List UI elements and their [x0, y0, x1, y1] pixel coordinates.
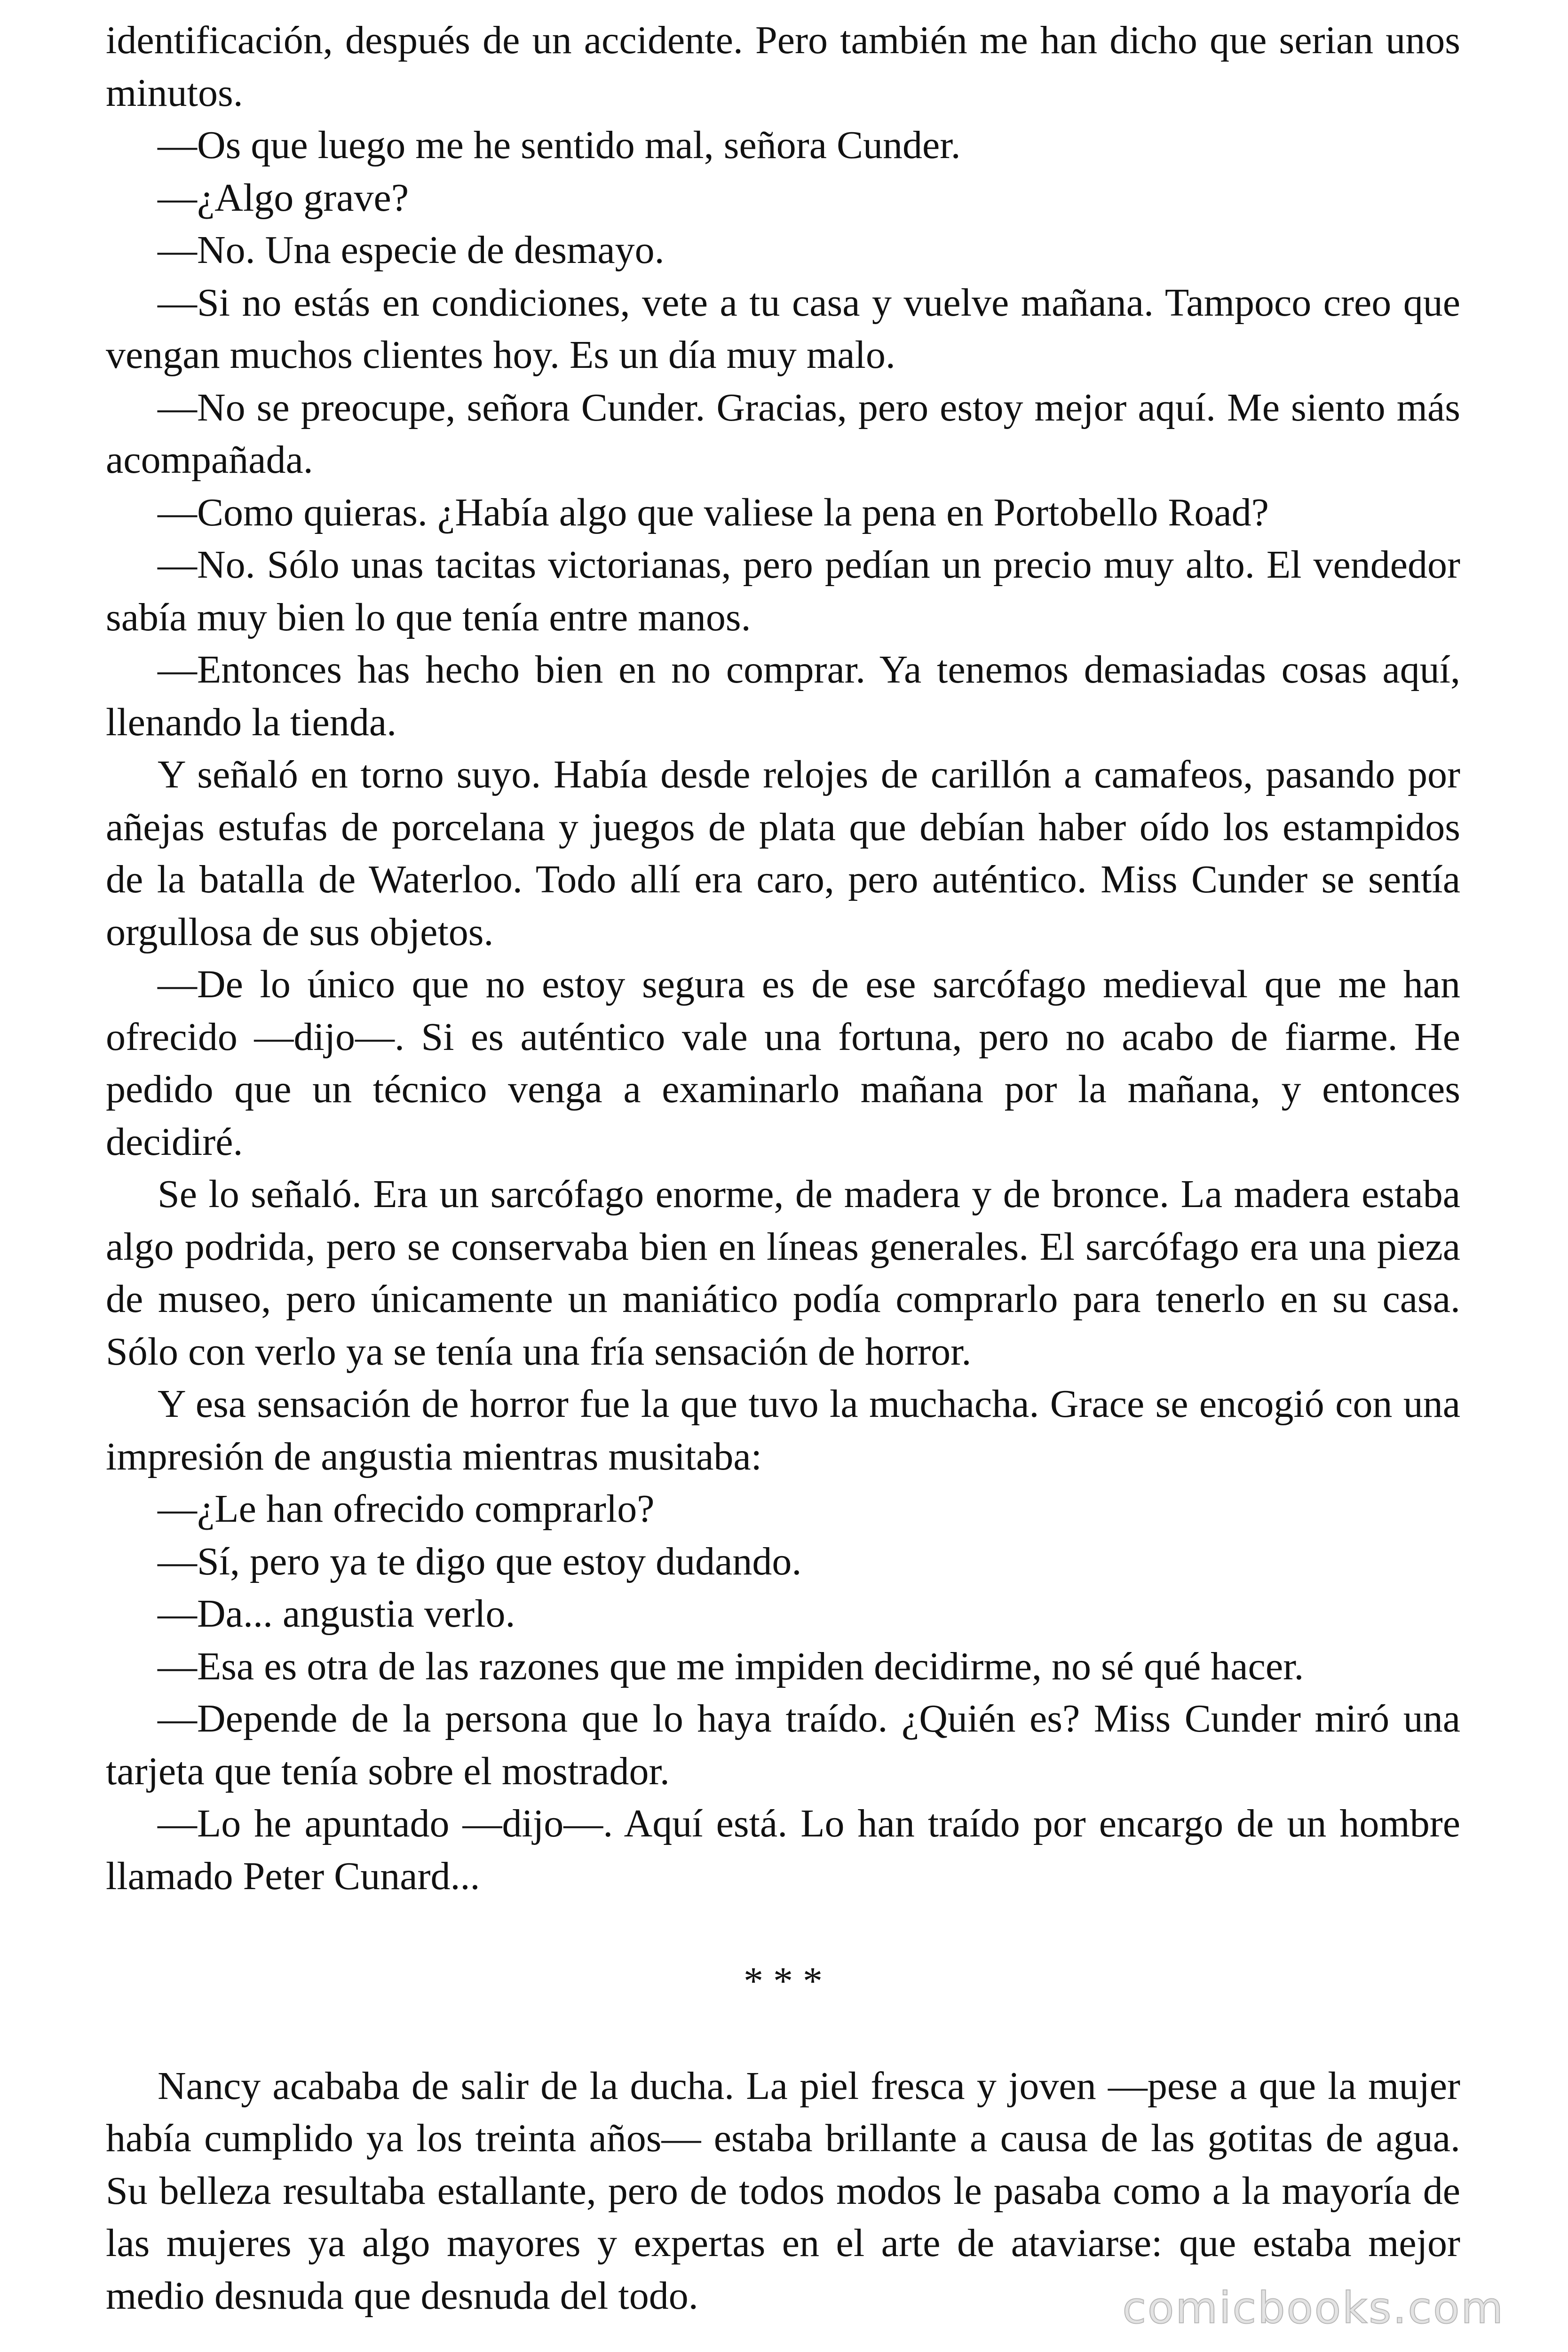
blank-line [106, 2007, 1460, 2060]
paragraph: identificación, después de un accidente. Pero también me han dicho que serian unos minutos. [106, 18, 1460, 115]
paragraph: —No. Sólo unas tacitas victorianas, pero pedían un precio muy alto. El vendedor sabía muy bien lo que tenía entre manos. [106, 543, 1460, 639]
paragraph: —Os que luego me he sentido mal, señora Cunder. [158, 123, 961, 167]
paragraph: —Como quieras. ¿Había algo que valiese la pena en Portobello Road? [158, 490, 1269, 534]
paragraph: —Da... angustia verlo. [158, 1592, 515, 1636]
paragraph: Y señaló en torno suyo. Había desde relojes de carillón a camafeos, pasando por añejas estufas de porcelana y juegos de plata que debían haber oído los estampidos de la batalla de Waterloo. Todo allí era caro, pero auténtico. Miss Cunder se sentía orgullosa de sus objetos. [106, 753, 1460, 954]
paragraph: —Depende de la persona que lo haya traído. ¿Quién es? Miss Cunder miró una tarjeta que tenía sobre el mostrador. [106, 1697, 1460, 1793]
paragraph: —De lo único que no estoy segura es de ese sarcófago medieval que me han ofrecido —dijo—. Si es auténtico vale una fortuna, pero no acabo de fiarme. He pedido que un técnico venga a examinarlo mañana por la mañana, y entonces decidiré. [106, 962, 1460, 1164]
paragraph: —¿Le han ofrecido comprarlo? [158, 1487, 655, 1531]
paragraph: Y esa sensación de horror fue la que tuvo la muchacha. Grace se encogió con una impresión de angustia mientras musitaba: [106, 1382, 1460, 1478]
paragraph: —No se preocupe, señora Cunder. Gracias, pero estoy mejor aquí. Me siento más acompañada. [106, 385, 1460, 482]
paragraph: —Si no estás en condiciones, vete a tu casa y vuelve mañana. Tampoco creo que vengan muchos clientes hoy. Es un día muy malo. [106, 280, 1460, 377]
paragraph: —Esa es otra de las razones que me impiden decidirme, no sé qué hacer. [158, 1644, 1304, 1688]
paragraph: —Lo he apuntado —dijo—. Aquí está. Lo han traído por encargo de un hombre llamado Peter Cunard... [106, 1802, 1460, 1898]
paragraph: —Sí, pero ya te digo que estoy dudando. [158, 1539, 802, 1583]
text-before-separator [106, 14, 1460, 1902]
section-separator: * * * [744, 1959, 823, 2003]
blank-line [106, 1902, 1460, 1955]
paragraph: Se lo señaló. Era un sarcófago enorme, de madera y de bronce. La madera estaba algo podrida, pero se conservaba bien en líneas generales. El sarcófago era una pieza de museo, pero únicamente un maniático podía comprarlo para tenerlo en su casa. Sólo con verlo ya se tenía una fría sensación de horror. [106, 1172, 1460, 1374]
paragraph: Nancy acababa de salir de la ducha. La piel fresca y joven —pese a que la mujer había cumplido ya los treinta años— estaba brillante a causa de las gotitas de agua. Su belleza resultaba estallante, pero de todos modos le pasaba como a la mayoría de las mujeres ya algo mayores y expertas en el arte de ataviarse: que estaba mejor medio desnuda que desnuda del todo. [106, 2064, 1460, 2318]
paragraph: —¿Algo grave? [158, 175, 409, 220]
watermark-logo: comicbooks.com [1122, 2283, 1505, 2333]
body-text [106, 14, 1460, 2322]
paragraph: —No. Una especie de desmayo. [158, 228, 665, 272]
paragraph: —Entonces has hecho bien en no comprar. Ya tenemos demasiadas cosas aquí, llenando la tienda. [106, 648, 1460, 744]
